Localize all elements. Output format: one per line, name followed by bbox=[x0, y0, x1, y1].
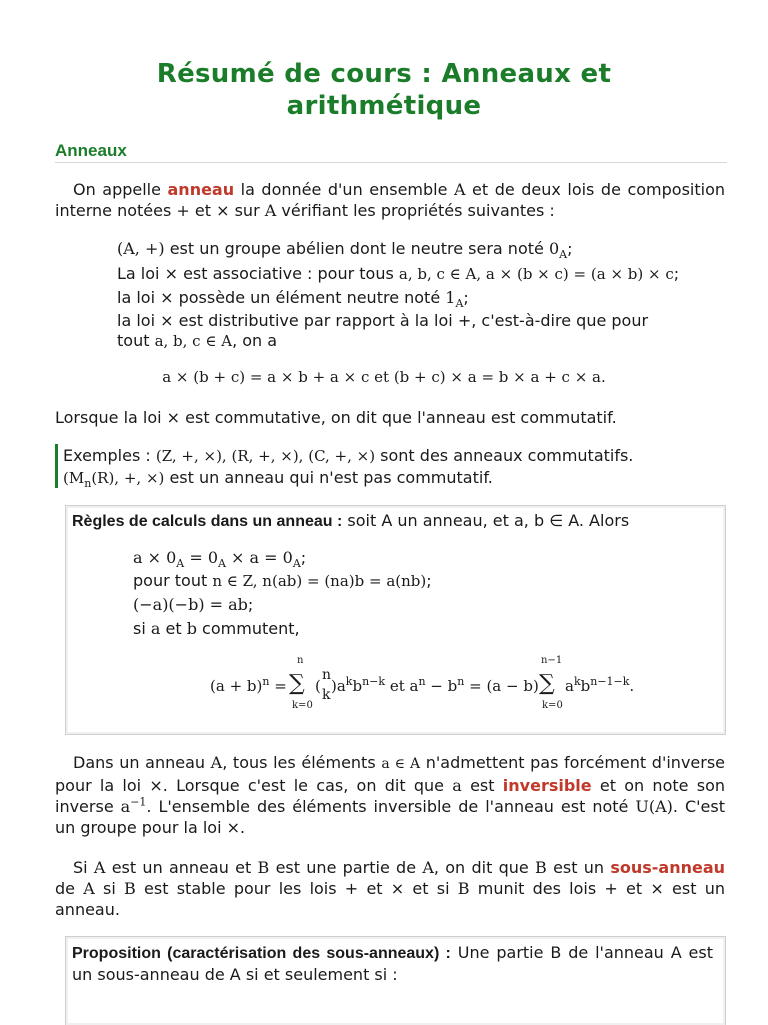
property-4-cont: tout a, b, c ∈ A, on a bbox=[117, 331, 278, 350]
commutative-paragraph: Lorsque la loi × est commutative, on dit que l'anneau est commutatif. bbox=[55, 408, 617, 427]
example-bar bbox=[55, 444, 58, 488]
term-sous-anneau: sous-anneau bbox=[610, 858, 726, 877]
property-2: La loi × est associative : pour tous a, b, c ∈ A, a × (b × c) = (a × b) × c; bbox=[117, 264, 680, 283]
proposition-text: Proposition (caractérisation des sous-anneaux) : Une partie B de l'anneau A est un sous-anneau de A si et seulement si : bbox=[72, 943, 714, 984]
property-1: (A, +) est un groupe abélien dont le neutre sera noté $0_A$; bbox=[117, 239, 573, 262]
inverse-paragraph: Dans un anneau A, tous les éléments a ∈ A n'admettent pas forcément d'inverse pour la loi ×. Lorsque c'est le cas, on dit que a est inversible et on note son inverse $a^{-1}$. L'ensemble des éléments inversible de l'anneau est noté U(A). C'est un groupe pour la loi ×. bbox=[55, 753, 726, 837]
rule-3: (−a)(−b) = ab; bbox=[133, 595, 254, 614]
title-line-2: arithmétique bbox=[286, 91, 482, 121]
distributivity-formula: a × (b + c) = a × b + a × c et (b + c) × a = b × a + c × a. bbox=[162, 368, 606, 386]
property-4: la loi × est distributive par rapport à la loi +, c'est-à-dire que pour bbox=[117, 311, 649, 330]
section-heading: Anneaux bbox=[55, 141, 127, 160]
rules-heading: Règles de calculs dans un anneau : soit A un anneau, et a, b ∈ A. Alors bbox=[72, 511, 630, 530]
title-line-1: Résumé de cours : Anneaux et bbox=[156, 59, 612, 89]
page-title bbox=[0, 58, 768, 122]
intro-paragraph: On appelle anneau la donnée d'un ensemble A et de deux lois de composition interne notées + et × sur A vérifiant les propriétés suivantes : bbox=[55, 180, 725, 220]
examples-paragraph: Exemples : (Z, +, ×), (R, +, ×), (C, +, ×) sont des anneaux commutatifs. ($M_n(R)$, +, ×) est un anneau qui n'est pas commutatif. bbox=[63, 446, 634, 490]
rule-2: pour tout n ∈ Z, n(ab) = (na)b = a(nb); bbox=[133, 571, 432, 590]
property-3: la loi × possède un élément neutre noté $1_A$; bbox=[117, 288, 469, 311]
rule-1: $a \times 0_A = 0_A \times a = 0_A$; bbox=[133, 548, 307, 571]
term-inversible: inversible bbox=[502, 776, 592, 795]
rule-4: si a et b commutent, bbox=[133, 619, 300, 638]
subring-paragraph: Si A est un anneau et B est une partie de A, on dit que B est un sous-anneau de A si B est stable pour les lois + et × et si B munit des lois + et × est un anneau. bbox=[55, 858, 726, 919]
section-divider bbox=[55, 162, 727, 163]
term-anneau: anneau bbox=[167, 180, 235, 199]
